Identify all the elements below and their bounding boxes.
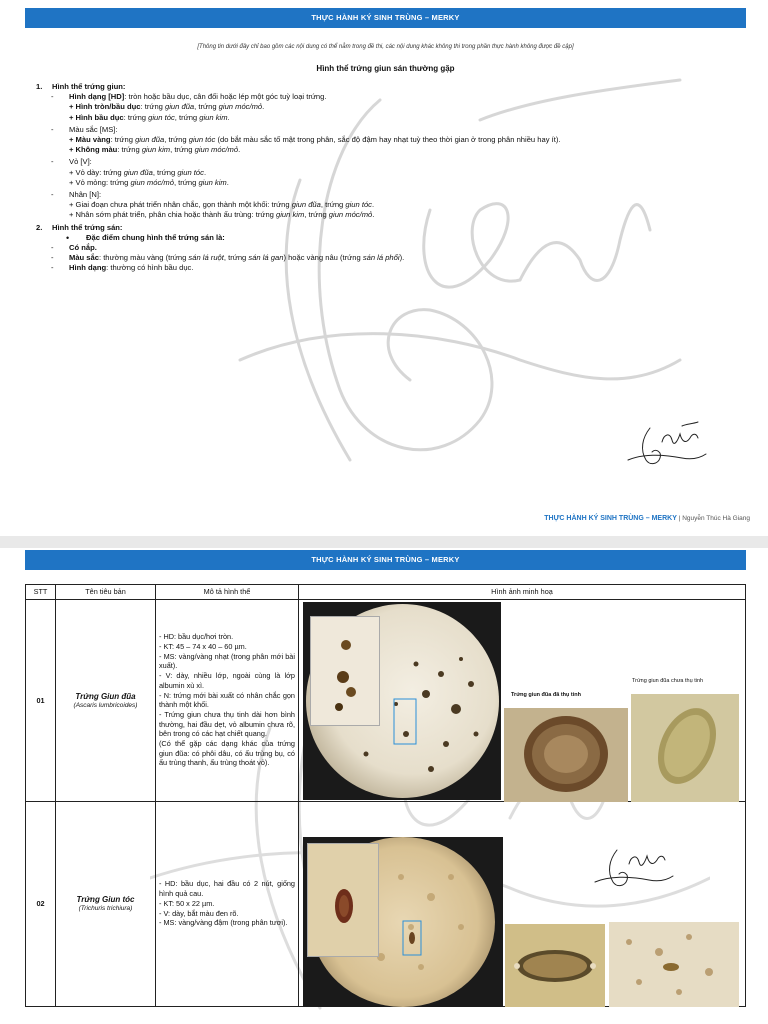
- unfertilized-egg-photo: [631, 694, 739, 802]
- microscope-photo: [303, 837, 503, 1007]
- list-item: - Màu sắc: thường màu vàng (trứng sán lá ruột, trứng sán lá gan) hoặc vàng nâu (trứng sán lá phổi).: [51, 253, 405, 263]
- subitem-text: , trứng: [174, 112, 200, 122]
- subitem-label: + Vỏ mỏng: [69, 177, 106, 187]
- list-subitem: [36, 210, 726, 220]
- section-title: Hình thể trứng giun:: [52, 82, 126, 91]
- list-item: - Nhân [N]:: [51, 190, 102, 200]
- trichuris-egg-photo: [505, 924, 605, 1007]
- footer-separator: |: [676, 515, 683, 522]
- row-stt: 02: [26, 801, 56, 1006]
- term-label: Hình dạng: [69, 263, 107, 273]
- document-page-2: [0, 548, 768, 1024]
- header-name: Tên tiêu bản: [56, 585, 156, 600]
- section-1-heading: [36, 82, 726, 92]
- subitem-text: .: [372, 210, 375, 220]
- list-subitem: [36, 200, 726, 210]
- species-name: giun tóc: [177, 167, 204, 177]
- trichuris-egg-icon: [308, 844, 378, 956]
- subitem-text: .: [226, 177, 229, 187]
- list-item: - Vỏ [V]:: [51, 157, 92, 167]
- desc-line: - KT: 45 – 74 x 40 – 60 µm.: [159, 641, 247, 651]
- subitem-text: .: [262, 102, 265, 112]
- specimen-name: Trứng Giun đũa: [75, 691, 136, 701]
- desc-line: - HD: bầu dục, hai đầu có 2 nút, giống hình quả cau.: [159, 879, 295, 899]
- subitem-label: + Không màu: [69, 145, 118, 155]
- desc-line: - Trứng giun chưa thụ tinh dài hơn bình thường, hai đầu dẹt, vỏ albumin chưa rõ, bên trong có các hạt chiết quang.: [159, 709, 295, 739]
- subitem-text: , trứng: [320, 200, 346, 210]
- row-description: [156, 801, 299, 1006]
- fertilized-egg-icon: [504, 708, 628, 802]
- magnified-inset: [307, 843, 379, 957]
- subitem-text: : trứng: [99, 167, 124, 177]
- scientific-name: (Ascaris lumbricoides): [73, 701, 138, 709]
- species-name: sán lá gan: [248, 253, 284, 263]
- trichuris-field-photo: [609, 922, 739, 1007]
- list-item: - Hình dạng [HD]: tròn hoặc bầu dục, cân đối hoặc lép một góc tuỳ loại trứng.: [51, 92, 327, 102]
- caption-unfertilized: Trứng giun đũa chưa thụ tinh: [632, 677, 704, 684]
- list-item: - Hình dạng: thường có hình bầu dục.: [51, 263, 194, 273]
- desc-line: - MS: vàng/vàng nhạt (trong phân mới bài xuất).: [159, 651, 295, 671]
- term-label: Có nắp.: [69, 243, 97, 253]
- table-header-row: [26, 585, 746, 600]
- section-number: 2.: [36, 222, 43, 232]
- trichuris-field-closeup-icon: [609, 922, 739, 1007]
- header-desc: Mô tả hình thể: [156, 585, 299, 600]
- term-text: ) hoặc vàng nâu (trứng: [283, 253, 363, 263]
- section-2-heading: [36, 223, 726, 233]
- subitem-text: .: [227, 112, 230, 122]
- list-subitem: [36, 102, 726, 112]
- subitem-text: , trứng: [152, 167, 178, 177]
- desc-line: - KT: 50 x 22 µm.: [159, 898, 215, 908]
- term-text: , trứng: [223, 253, 249, 263]
- row-images: [299, 599, 746, 801]
- subitem-label: + Hình tròn/bầu dục: [69, 102, 141, 112]
- table-row: [26, 801, 746, 1006]
- term-label: Vỏ [V]:: [69, 157, 92, 167]
- subitem-text: : trứng: [117, 145, 142, 155]
- row-stt: 01: [26, 599, 56, 801]
- species-name: giun móc/mỏ: [218, 102, 263, 112]
- document-title: Hình thể trứng giun sán thường gặp: [316, 64, 455, 73]
- species-name: giun kim: [276, 210, 305, 220]
- species-name: giun tóc: [345, 200, 372, 210]
- microscope-photo: [303, 602, 501, 800]
- subitem-text: : trứng: [140, 102, 166, 112]
- species-name: giun đũa: [165, 102, 195, 112]
- term-label: Màu sắc [MS]:: [69, 124, 118, 134]
- subitem-label: + Giai đoạn chưa phát triển nhân chắc, gọn thành một khối: [69, 200, 268, 210]
- species-name: giun tóc: [188, 135, 216, 145]
- subitem-text: .: [238, 145, 241, 155]
- term-text: : tròn hoặc bầu dục, cân đối hoặc lép một góc tuỳ loại trứng.: [124, 92, 327, 102]
- subitem-text: , trứng: [304, 210, 329, 220]
- subitem-label: + Vỏ dày: [69, 167, 100, 177]
- section-title: Hình thể trứng sán:: [52, 222, 123, 232]
- footer-author: Nguyễn Thúc Hà Giang: [682, 515, 750, 522]
- subitem-text: , trứng: [170, 145, 195, 155]
- desc-line: - V: dày, nhiều lớp, ngoài cùng là lớp albumin xù xì.: [159, 671, 295, 690]
- desc-line: (Có thể gặp các dạng khác của trứng giun đũa: có phôi dâu, có ấu trùng bụ, có ấu trùng thanh, ấu trùng thoát vỏ).: [159, 739, 295, 768]
- subitem-text: : trứng: [105, 177, 131, 187]
- list-subitem: [36, 135, 726, 145]
- outline-content: [36, 82, 726, 274]
- footer-title: THỰC HÀNH KÝ SINH TRÙNG – MERKY: [544, 515, 677, 522]
- subitem-text: (do bắt màu sắc tố mật trong phân, sắc độ đậm hay nhạt tuỳ theo thời gian ở trong phân nhiều hay ít).: [215, 135, 561, 145]
- subitem-text: : trứng: [267, 200, 292, 210]
- list-subitem: [36, 178, 726, 188]
- unfertilized-egg-icon: [631, 694, 739, 802]
- trichuris-egg-closeup-icon: [505, 924, 605, 1007]
- row-images: [299, 801, 746, 1006]
- subitem-text: .: [203, 167, 207, 177]
- desc-line: - HD: bầu dục/hơi tròn.: [159, 632, 234, 642]
- desc-line: - MS: vàng/vàng đậm (trong phân tươi).: [159, 918, 288, 928]
- subitem-text: , trứng: [173, 177, 199, 187]
- species-name: giun kim: [141, 145, 171, 155]
- species-name: sán lá phổi: [362, 253, 400, 263]
- subitem-label: + Màu vàng: [69, 135, 111, 145]
- scientific-name: (Trichuris trichiura): [78, 905, 133, 913]
- species-name: giun móc/mỏ: [328, 210, 373, 220]
- term-text: : thường có hình bầu dục.: [106, 263, 194, 273]
- list-item: - Có nắp.: [51, 243, 97, 253]
- desc-line: - V: dày, bắt màu đen rõ.: [159, 908, 239, 918]
- term-label: Nhân [N]:: [69, 190, 102, 200]
- row-description: [156, 599, 299, 801]
- row-name-cell: [56, 801, 156, 1006]
- term-text: : thường màu vàng (trứng: [98, 253, 189, 263]
- subitem-text: : trứng: [123, 112, 149, 122]
- magnified-inset: [310, 616, 380, 726]
- header-stt: STT: [26, 585, 56, 600]
- species-name: giun tóc: [148, 112, 175, 122]
- subitem-label: + Nhân sớm phát triển, phân chia hoặc thành ấu trùng: [69, 210, 252, 220]
- term-text: ).: [399, 253, 405, 263]
- subitem-text: , trứng: [194, 102, 219, 112]
- page-banner: THỰC HÀNH KÝ SINH TRÙNG – MERKY: [25, 8, 746, 28]
- table-row: [26, 599, 746, 801]
- species-name: giun đũa: [123, 167, 153, 177]
- desc-line: - N: trứng mới bài xuất có nhân chắc gọn thành một khối.: [159, 690, 295, 710]
- specimen-name: Trứng Giun tóc: [76, 895, 135, 905]
- species-name: sán lá ruột: [188, 253, 224, 263]
- term-label: Hình dạng [HD]: [69, 92, 125, 102]
- subitem-text: : trứng: [110, 135, 136, 145]
- list-item: - Màu sắc [MS]:: [51, 124, 118, 134]
- term-label: Đặc điểm chung hình thể trứng sán là:: [86, 232, 225, 242]
- term-label: Màu sắc: [69, 253, 99, 263]
- list-subitem: [36, 113, 726, 123]
- species-name: giun đũa: [135, 135, 165, 145]
- subitem-label: + Hình bầu dục: [69, 112, 124, 122]
- row-name-cell: [56, 599, 156, 801]
- subitem-text: : trứng: [251, 210, 276, 220]
- section-number: 1.: [36, 82, 43, 91]
- list-subitem: [36, 168, 726, 178]
- list-subitem: [36, 145, 726, 155]
- species-name: giun đũa: [291, 200, 321, 210]
- disclaimer-note: [Thông tin dưới đây chỉ bao gồm các nội dung có thể nằm trong đề thi, các nội dung khác không thi trong phần thực hành không được đề cập]: [197, 44, 574, 50]
- page-banner: THỰC HÀNH KÝ SINH TRÙNG – MERKY: [25, 550, 746, 570]
- species-name: giun kim: [198, 177, 227, 187]
- list-item: • Đặc điểm chung hình thể trứng sán là:: [66, 232, 225, 243]
- species-name: giun móc/mỏ: [194, 145, 239, 155]
- species-name: giun móc/mỏ: [130, 177, 174, 187]
- caption-fertilized: Trứng giun đũa đã thụ tinh: [511, 691, 581, 698]
- fertilized-egg-photo: [504, 708, 628, 802]
- subitem-text: .: [371, 200, 375, 210]
- egg-inset-icon: [311, 617, 379, 725]
- signature-icon: [622, 420, 708, 470]
- signature-icon: [589, 842, 675, 892]
- page-footer: [544, 515, 750, 522]
- header-image: Hình ảnh minh hoạ: [299, 585, 746, 600]
- page-separator: [0, 536, 768, 548]
- specimen-table: [25, 584, 746, 1007]
- subitem-text: , trứng: [164, 135, 189, 145]
- species-name: giun kim: [199, 112, 228, 122]
